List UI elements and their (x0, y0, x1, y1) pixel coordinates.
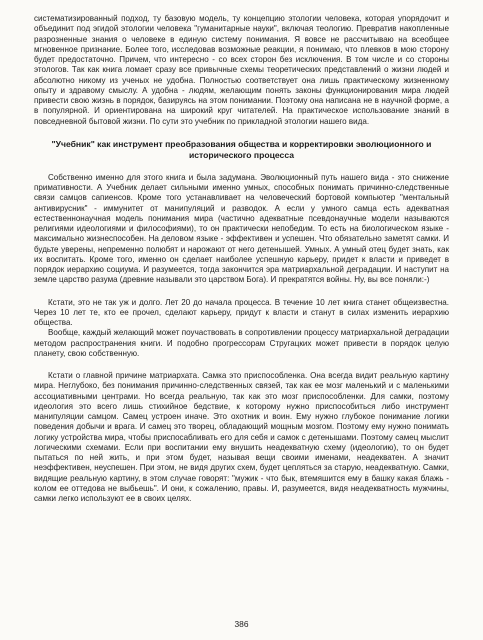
paragraph-purpose: Собственно именно для этого книга и была задумана. Эволюционный путь нашего вида - это снижение примативности. А Учебник делает сильными именно умных, способных понимать причинно-следственные связи самцов сапиенсов. Кроме того устанавливает на человеческий бортовой компьютер "ментальный антивирусник" - иммунитет от манипуляций и разводок. А если у умного самца есть адекватная естественнонаучная модель понимания мира (частично адекватные псевдонаучные модели называются религиями идеологиями и философиями), то он практически непобедим. То есть на биологическом языке - максимально жизнеспособен. На деловом языке - эффективен и успешен. Что обязательно заметят самки. И будьте уверены, непременно полюбят и нарожают от него детенышей. Умных. А умный отец будет знать, как их воспитать. Кроме того, именно он сделает наиболее успешную карьеру, придет к власти и приведет в порядок иерархию социума. И разумеется, тогда закончится эра матриархальной деградации. И наступит на земле царство разума (древние называли это царством Бога). И прекратятся войны. Ну, вы все поняли:-) (34, 172, 449, 285)
paragraph-intro: систематизированный подход, ту базовую модель, ту концепцию этологии человека, которая упорядочит и объединит под эгидой этологии человека "гуманитарные науки", включая теологию. Превратив накопленные разрозненные знания о человеке в единую систему понимания. Я вовсе не рассчитываю на всеобщее мгновенное признание. Более того, исследовав возможные реакции, я понимаю, что плевков в мою сторону будет предостаточно. Причем, что интересно - со всех сторон без исключения. В том числе и со стороны этологов. Так как книга ломает сразу все привычные схемы теоретических представлений о жизни людей и абсолютно никому из ученых не удобна. Полностью соответствует она лишь практическому жизненному опыту и здравому смыслу. А удобна - людям, желающим понять законы функционирования мира людей привести свою жизнь в порядок, базируясь на этом понимании. Поэтому она написана не в научной форме, а в популярной. И ориентирована на широкий круг читателей. На практическое использование знаний в повседневной бытовой жизни. По сути это учебник по прикладной этологии нашего вида. (34, 14, 449, 126)
spacer (34, 359, 449, 371)
page-number: 386 (234, 619, 249, 629)
paragraph-participation: Вообще, каждый желающий может поучаствовать в сопротивлении процессу матриархальной деградации методом распространения книги. И подобно прогрессорам Стругацких может привести в порядок целую планету, свою собственную. (34, 328, 449, 358)
spacer (34, 127, 449, 139)
section-heading: "Учебник" как инструмент преобразования общества и корректировки эволюционного и исторического процесса (51, 138, 432, 160)
spacer (34, 286, 449, 298)
paragraph-timeline: Кстати, это не так уж и долго. Лет 20 до начала процесса. В течение 10 лет книга станет общеизвестна. Через 10 лет те, кто ее прочел, сделают карьеру, придут к власти и станут в силах изменить иерархию общества. (34, 297, 449, 327)
paragraph-matriarchy: Кстати о главной причине матриархата. Самка это приспособленка. Она всегда видит реальную картину мира. Неглубоко, без понимания причинно-следственных связей, так как ее мозг маленький и с маленькими ассоциативными центрами. Но всегда реальную, так как это мозг приспособленки. Для самки, поэтому идеология это всего лишь стихийное бедствие, к которому нужно приспособиться либо инструмент манипуляции самцом. Самец устроен иначе. Это охотник и воин. Ему нужно глубокое понимание логики поведения добычи и врага. И самец это творец, обладающий мощным мозгом. Поэтому ему нужно понимать логику устройства мира, чтобы приспосабливать его для себя и самок с детенышами. Поэтому самец мыслит логическими схемами. Если при воспитании ему внушить неадекватную схему (идеологию), то он будет пытаться по ней жить, и при этом будет, называя вещи своими именами, неадекватен. А значит неэффективен, неуспешен. При этом, не видя других схем, будет цепляться за старую, неадекватную. Самки, видящие реальную картину, в этом случае говорят: "мужик - что бык, втемяшится ему в башку какая блажь - колом ее оттедова не выбьешь". И они, к сожалению, правы. И, разумеется, видя неадекватность мужчины, самки легко используют ее в своих целях. (34, 371, 449, 503)
spacer (34, 161, 449, 173)
